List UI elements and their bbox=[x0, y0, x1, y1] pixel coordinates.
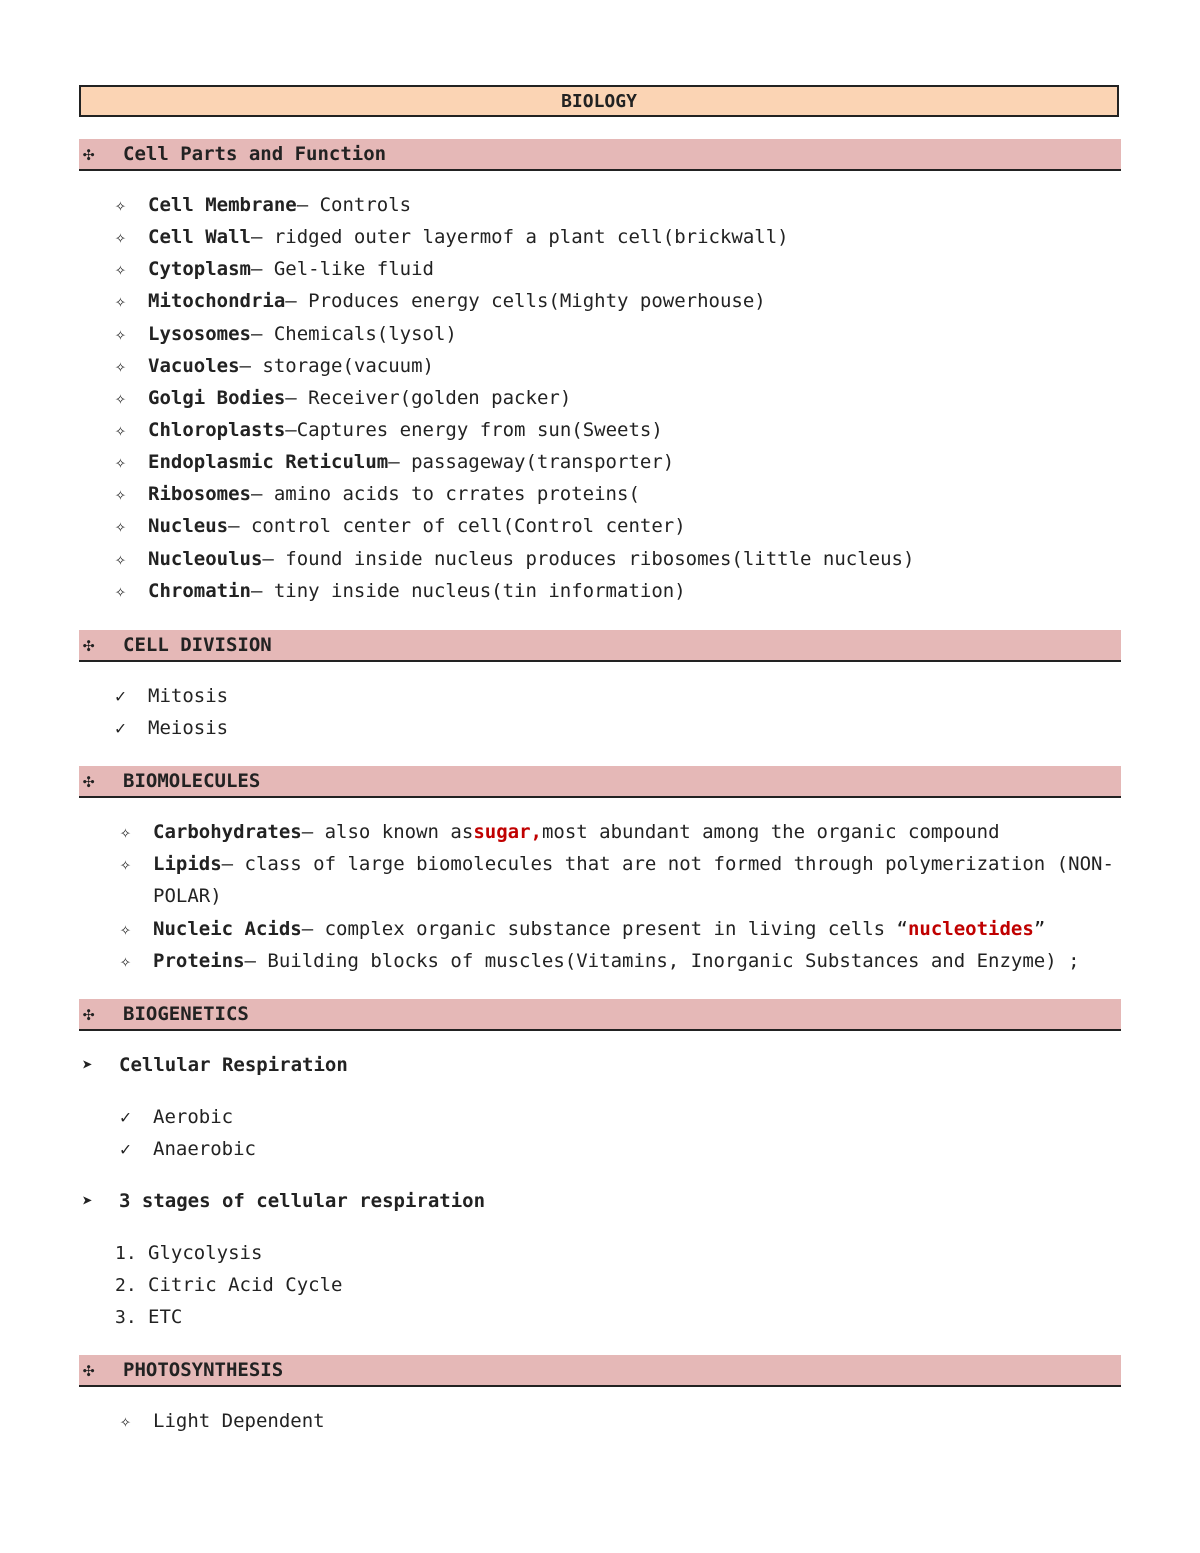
list-item: ✧ Proteins – Building blocks of muscles(Vitamins, Inorganic Substances and Enzyme) ; bbox=[120, 950, 1080, 972]
list-item: ✓ Anaerobic bbox=[120, 1138, 256, 1160]
subheading: ➤ Cellular Respiration bbox=[82, 1054, 348, 1076]
list-item: ✧ Cell Membrane – Controls bbox=[115, 194, 412, 216]
star-bullet-icon: ✧ bbox=[120, 1410, 131, 1432]
star-bullet-icon: ✧ bbox=[115, 515, 126, 537]
list-item: ✧ Golgi Bodies – Receiver(golden packer) bbox=[115, 387, 572, 409]
four-star-icon: ✣ bbox=[83, 1359, 95, 1381]
numbered-item: 1. Glycolysis bbox=[115, 1242, 263, 1264]
numbered-item: 2. Citric Acid Cycle bbox=[115, 1274, 343, 1296]
list-item: ✧ Lysosomes – Chemicals(lysol) bbox=[115, 323, 457, 345]
star-bullet-icon: ✧ bbox=[115, 226, 126, 248]
list-item: ✧ Cytoplasm – Gel-like fluid bbox=[115, 258, 434, 280]
star-bullet-icon: ✧ bbox=[115, 451, 126, 473]
section-header-biomolecules bbox=[79, 766, 1121, 798]
list-item: ✓ Mitosis bbox=[115, 685, 229, 707]
list-item: ✧ Lipids – class of large biomolecules that are not formed through polymerization (NON- bbox=[120, 853, 1114, 875]
numbered-item: 3. ETC bbox=[115, 1306, 183, 1328]
star-bullet-icon: ✧ bbox=[120, 821, 131, 843]
list-item: ✧ Nucleic Acids – complex organic substance present in living cells “ nucleotides ” bbox=[120, 918, 1046, 940]
star-bullet-icon: ✧ bbox=[115, 258, 126, 280]
list-item: ✧ Nucleoulus – found inside nucleus produces ribosomes(little nucleus) bbox=[115, 548, 915, 570]
check-icon: ✓ bbox=[115, 685, 126, 707]
list-item: ✓ Aerobic bbox=[120, 1106, 234, 1128]
document-title: BIOLOGY bbox=[79, 85, 1119, 117]
list-item: ✧ Light Dependent bbox=[120, 1410, 325, 1432]
list-item: ✧ Nucleus – control center of cell(Control center) bbox=[115, 515, 686, 537]
list-item: ✧ Mitochondria – Produces energy cells(Mighty powerhouse) bbox=[115, 290, 766, 312]
list-item: ✧ Chromatin – tiny inside nucleus(tin information) bbox=[115, 580, 686, 602]
star-bullet-icon: ✧ bbox=[115, 290, 126, 312]
star-bullet-icon: ✧ bbox=[115, 355, 126, 377]
four-star-icon: ✣ bbox=[83, 143, 95, 165]
list-item: ✧ Carbohydrates – also known as sugar, most abundant among the organic compound bbox=[120, 821, 1000, 843]
subheading: ➤ 3 stages of cellular respiration bbox=[82, 1190, 486, 1212]
list-item: ✧ Chloroplasts –Captures energy from sun(Sweets) bbox=[115, 419, 663, 441]
check-icon: ✓ bbox=[115, 717, 126, 739]
star-bullet-icon: ✧ bbox=[115, 548, 126, 570]
check-icon: ✓ bbox=[120, 1106, 131, 1128]
list-item-continuation: POLAR) bbox=[153, 885, 222, 907]
star-bullet-icon: ✧ bbox=[115, 194, 126, 216]
star-bullet-icon: ✧ bbox=[120, 950, 131, 972]
section-heading: Cell Parts and Function bbox=[123, 143, 387, 165]
section-header-cell-division bbox=[79, 630, 1121, 662]
list-item: ✓ Meiosis bbox=[115, 717, 229, 739]
star-bullet-icon: ✧ bbox=[115, 483, 126, 505]
check-icon: ✓ bbox=[120, 1138, 131, 1160]
section-heading: CELL DIVISION bbox=[123, 634, 272, 656]
star-bullet-icon: ✧ bbox=[115, 323, 126, 345]
star-bullet-icon: ✧ bbox=[120, 918, 131, 940]
list-item: ✧ Ribosomes – amino acids to crrates proteins( bbox=[115, 483, 640, 505]
star-bullet-icon: ✧ bbox=[115, 580, 126, 602]
section-heading: BIOMOLECULES bbox=[123, 770, 261, 792]
star-bullet-icon: ✧ bbox=[115, 387, 126, 409]
list-item: ✧ Endoplasmic Reticulum – passageway(transporter) bbox=[115, 451, 675, 473]
section-heading: BIOGENETICS bbox=[123, 1003, 249, 1025]
list-item: ✧ Cell Wall – ridged outer layermof a plant cell(brickwall) bbox=[115, 226, 789, 248]
arrow-bullet-icon: ➤ bbox=[82, 1190, 93, 1212]
section-header-cell-parts bbox=[79, 139, 1121, 171]
section-heading: PHOTOSYNTHESIS bbox=[123, 1359, 284, 1381]
arrow-bullet-icon: ➤ bbox=[82, 1054, 93, 1076]
four-star-icon: ✣ bbox=[83, 770, 95, 792]
star-bullet-icon: ✧ bbox=[120, 853, 131, 875]
four-star-icon: ✣ bbox=[83, 634, 95, 656]
list-item: ✧ Vacuoles – storage(vacuum) bbox=[115, 355, 434, 377]
section-header-photosynthesis bbox=[79, 1355, 1121, 1387]
star-bullet-icon: ✧ bbox=[115, 419, 126, 441]
section-header-biogenetics bbox=[79, 999, 1121, 1031]
four-star-icon: ✣ bbox=[83, 1003, 95, 1025]
